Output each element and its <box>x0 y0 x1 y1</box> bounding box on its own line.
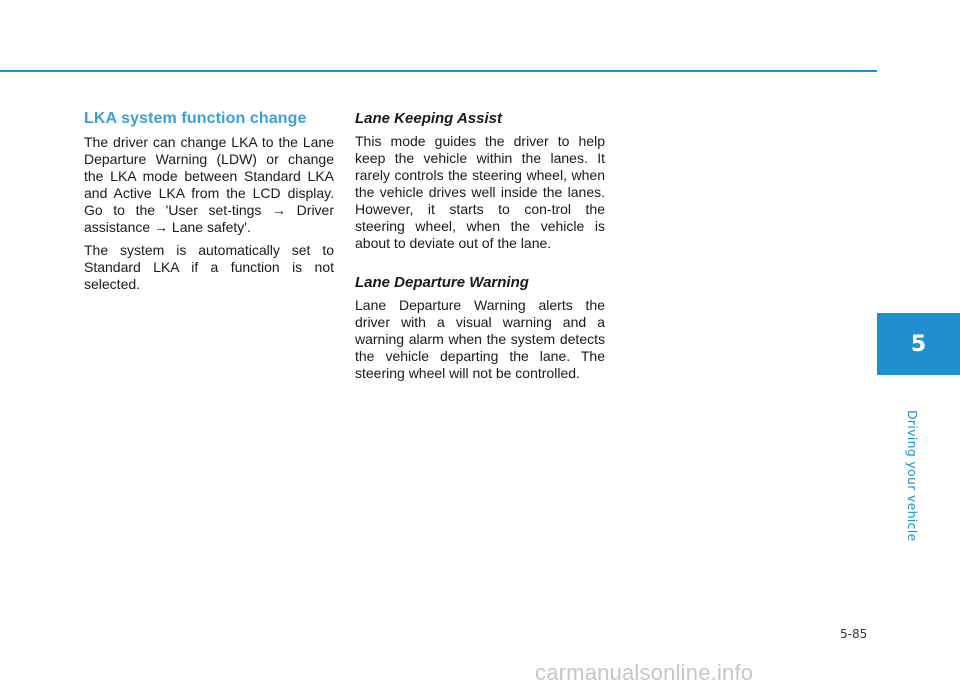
page-number: 5-85 <box>840 627 868 641</box>
left-column <box>84 108 334 299</box>
lka-description: This mode guides the driver to help keep the vehicle within the lanes. It rarely controls the steering wheel, when the vehicle drives well inside the lanes. However, it starts to con-trol the steering wheel, when the vehicle is about to deviate out of the lane. <box>355 133 605 251</box>
watermark: carmanualsonline.info <box>535 660 754 685</box>
chapter-label: Driving your vehicle <box>905 410 920 542</box>
body-paragraph: The system is automatically set to Standard LKA if a function is not selected. <box>84 242 334 292</box>
subsection-title-ldw: Lane Departure Warning <box>355 274 529 291</box>
subsection-title-lka: Lane Keeping Assist <box>355 110 502 127</box>
right-column <box>355 108 605 388</box>
body-paragraph: The driver can change LKA to the Lane Departure Warning (LDW) or change the LKA mode between Standard LKA and Active LKA from the LCD display. Go to the 'User set-tings → Driver assistance → Lane safety'. <box>84 134 334 235</box>
chapter-number: 5 <box>910 331 927 357</box>
ldw-description: Lane Departure Warning alerts the driver with a visual warning and a warning alarm when the system detects the vehicle departing the lane. The steering wheel will not be controlled. <box>355 297 605 381</box>
section-title: LKA system function change <box>84 110 307 127</box>
header-rule <box>0 70 877 72</box>
spacer <box>355 258 605 272</box>
chapter-tab <box>877 313 960 375</box>
